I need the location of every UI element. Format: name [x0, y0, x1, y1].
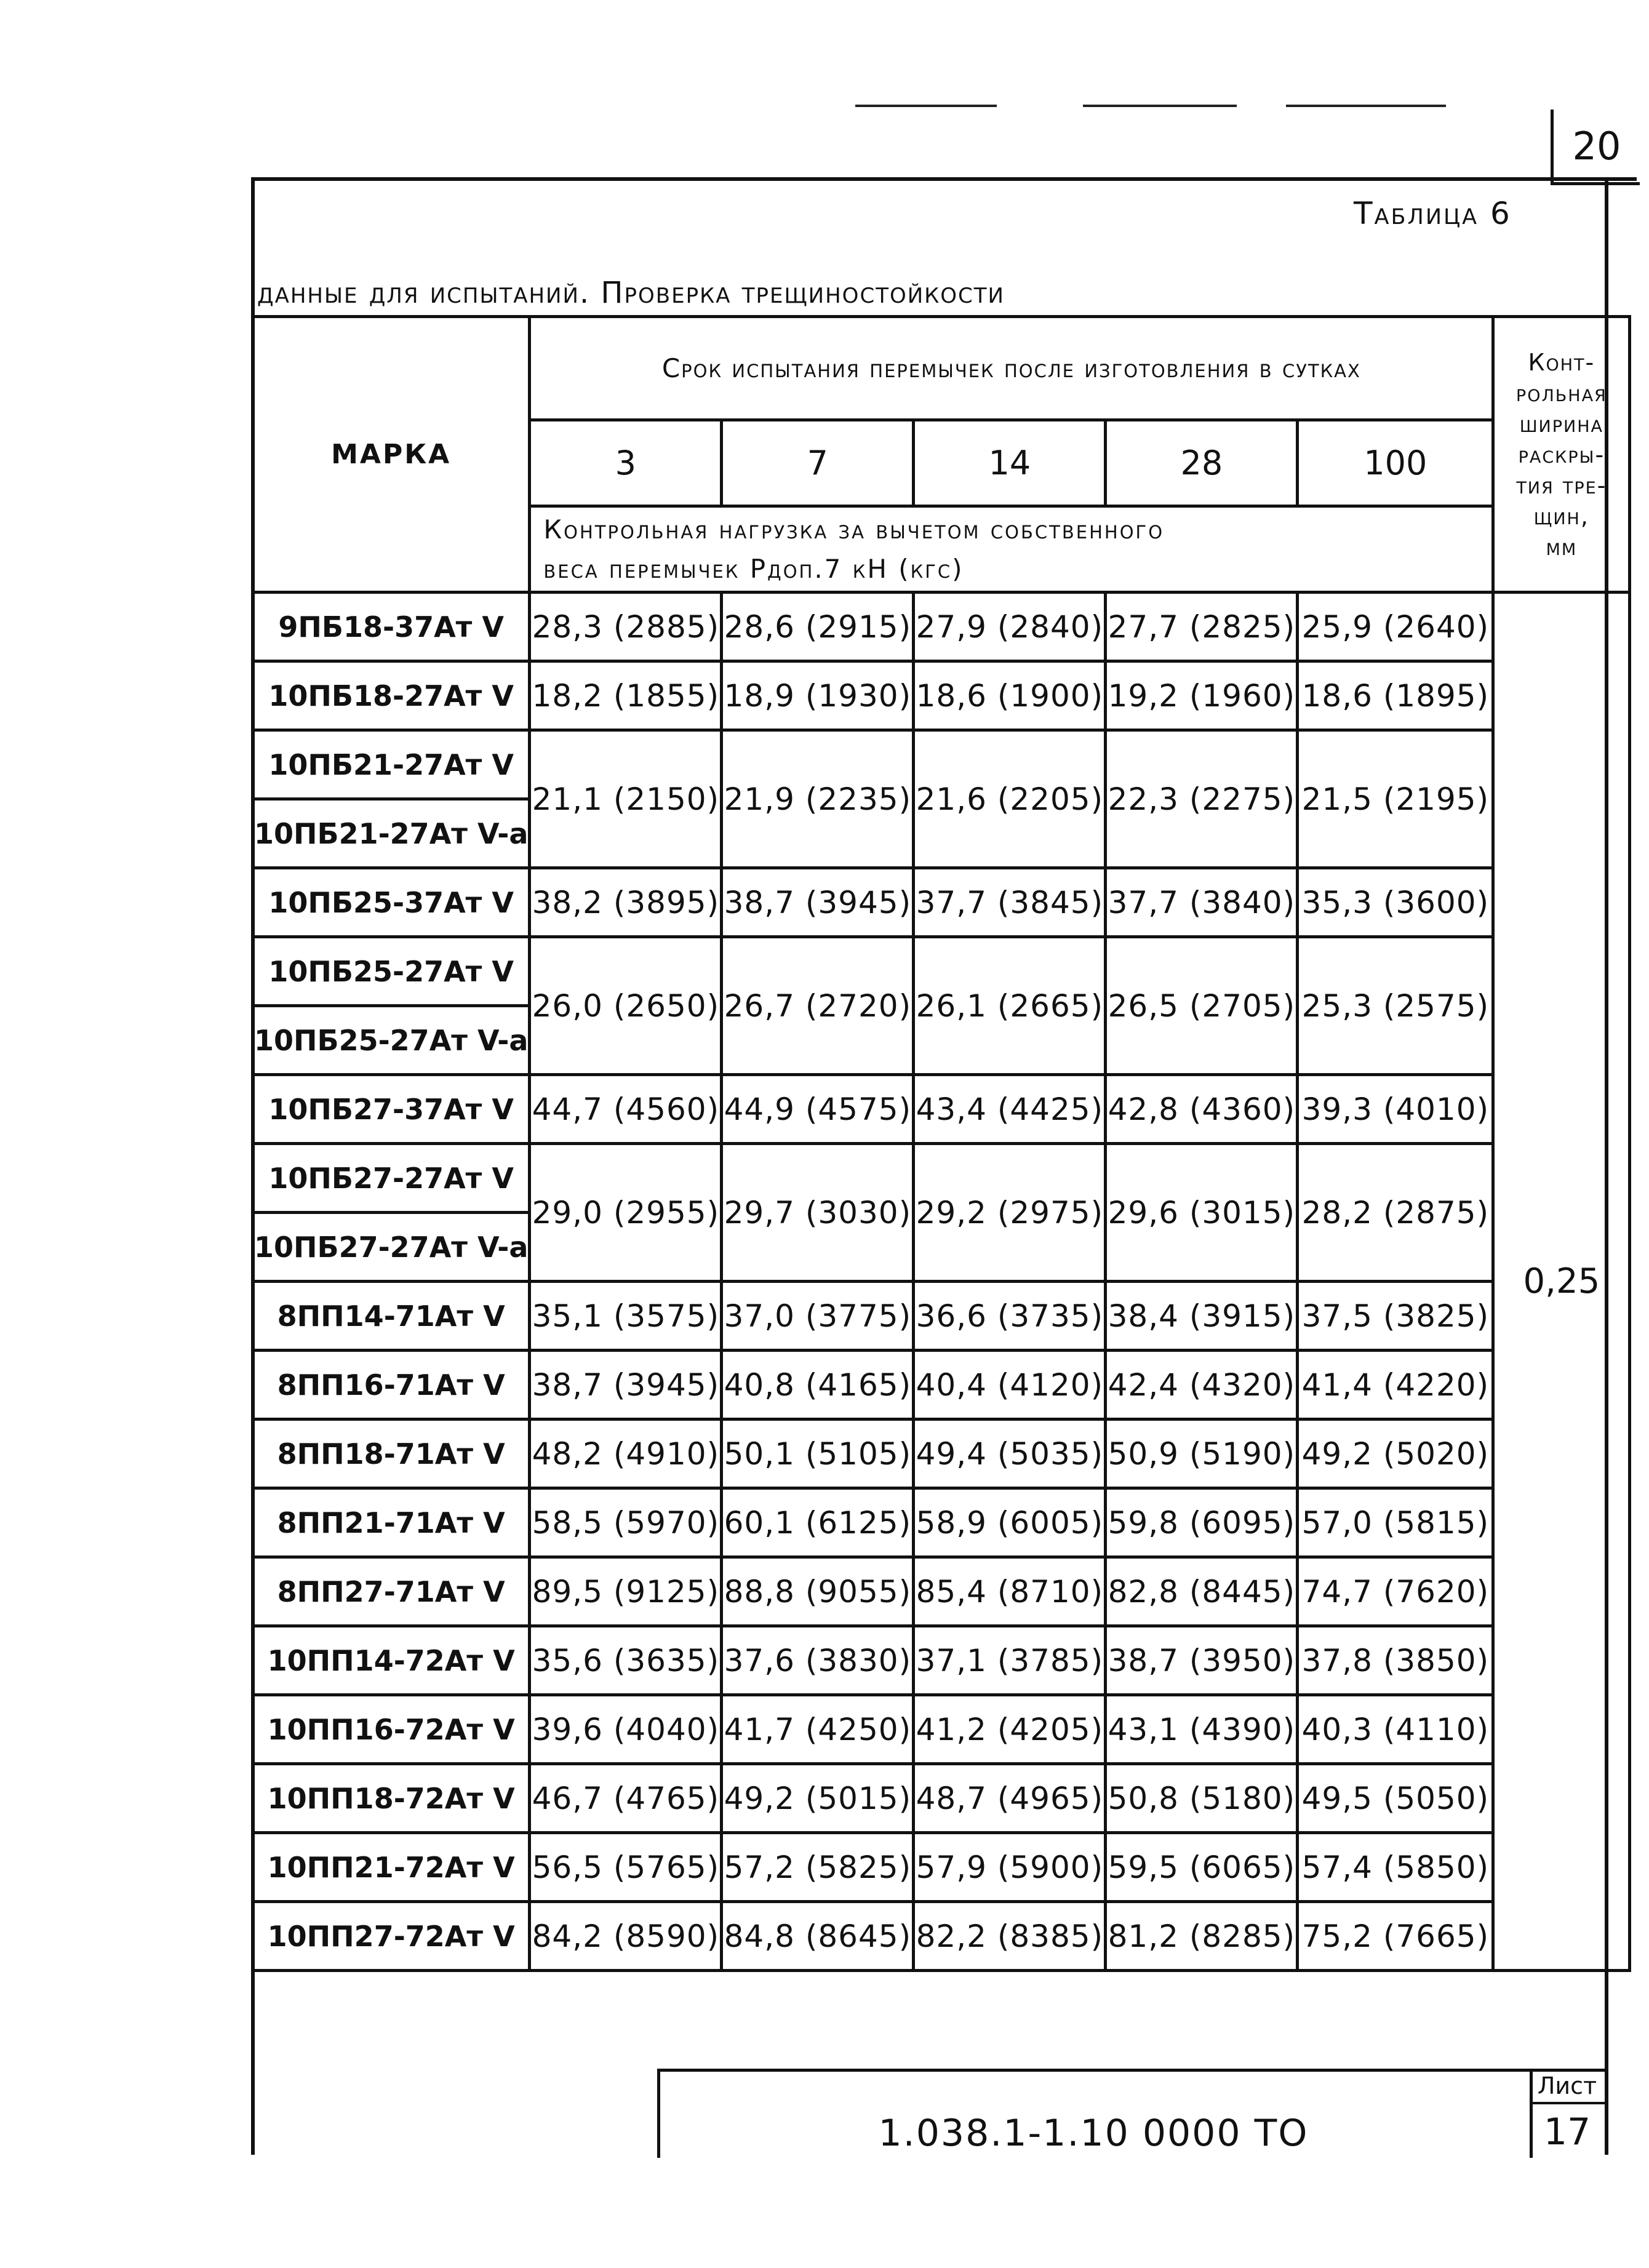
load-value-cell: 59,8 (6095): [1106, 1488, 1298, 1557]
mark-cell: 10ПБ18-27Ат V: [253, 661, 530, 730]
mark-cell: 10ПБ27-27Ат V: [253, 1144, 530, 1213]
document-code: 1.038.1-1.10 0000 ТО: [878, 2112, 1309, 2155]
load-value-cell: 38,7 (3950): [1106, 1626, 1298, 1695]
load-value-cell: 21,1 (2150): [530, 730, 722, 868]
top-dash-3: [1286, 105, 1446, 107]
load-value-cell: 41,2 (4205): [914, 1695, 1106, 1764]
load-value-cell: 41,7 (4250): [722, 1695, 914, 1764]
load-value-cell: 27,7 (2825): [1106, 593, 1298, 661]
load-value-cell: 29,7 (3030): [722, 1144, 914, 1282]
load-value-cell: 88,8 (9055): [722, 1557, 914, 1626]
mark-cell: 8ПП21-71Ат V: [253, 1488, 530, 1557]
load-value-cell: 84,2 (8590): [530, 1902, 722, 1971]
load-value-cell: 40,4 (4120): [914, 1351, 1106, 1419]
table-row: [253, 1626, 1630, 1695]
load-value-cell: 37,7 (3845): [914, 868, 1106, 937]
table-row: [253, 1419, 1630, 1488]
page-number: 20: [1551, 110, 1640, 185]
table-row: [253, 1833, 1630, 1902]
load-value-cell: 18,2 (1855): [530, 661, 722, 730]
mark-cell: 10ПП18-72Ат V: [253, 1764, 530, 1833]
load-value-cell: 25,3 (2575): [1298, 937, 1493, 1075]
mark-cell: 8ПП18-71Ат V: [253, 1419, 530, 1488]
day-header: 28: [1106, 420, 1298, 506]
table-row: [253, 1902, 1630, 1971]
day-header: 14: [914, 420, 1106, 506]
load-value-cell: 21,5 (2195): [1298, 730, 1493, 868]
load-value-cell: 26,7 (2720): [722, 937, 914, 1075]
load-header-line-2: веса перемычек Pдоп.7 кН (кгс): [543, 553, 964, 584]
load-value-cell: 38,2 (3895): [530, 868, 722, 937]
load-value-cell: 28,6 (2915): [722, 593, 914, 661]
top-dash-1: [855, 105, 997, 107]
table-title: Таблица 6: [1354, 196, 1512, 231]
crack-width-header-line: щин,: [1533, 502, 1589, 530]
load-value-cell: 35,3 (3600): [1298, 868, 1493, 937]
crack-width-value: 0,25: [1493, 593, 1630, 1971]
sheet-number: 17: [1543, 2110, 1591, 2154]
load-value-cell: 57,2 (5825): [722, 1833, 914, 1902]
load-value-cell: 49,2 (5015): [722, 1764, 914, 1833]
load-value-cell: 75,2 (7665): [1298, 1902, 1493, 1971]
mark-cell: 10ПБ21-27Ат V-а: [253, 799, 530, 868]
load-value-cell: 35,6 (3635): [530, 1626, 722, 1695]
load-value-cell: 26,5 (2705): [1106, 937, 1298, 1075]
load-value-cell: 40,8 (4165): [722, 1351, 914, 1419]
load-value-cell: 37,1 (3785): [914, 1626, 1106, 1695]
load-value-cell: 37,5 (3825): [1298, 1282, 1493, 1351]
load-value-cell: 18,9 (1930): [722, 661, 914, 730]
load-value-cell: 26,1 (2665): [914, 937, 1106, 1075]
table-row: [253, 1764, 1630, 1833]
crack-width-header-line: раскры-: [1518, 441, 1605, 468]
load-value-cell: 39,3 (4010): [1298, 1075, 1493, 1144]
load-value-cell: 48,2 (4910): [530, 1419, 722, 1488]
load-value-cell: 36,6 (3735): [914, 1282, 1106, 1351]
table-body: [253, 593, 1630, 1971]
table-row: [253, 1351, 1630, 1419]
crack-width-header-line: рольная: [1515, 379, 1607, 407]
mark-cell: 8ПП16-71Ат V: [253, 1351, 530, 1419]
load-value-cell: 46,7 (4765): [530, 1764, 722, 1833]
load-value-cell: 60,1 (6125): [722, 1488, 914, 1557]
crack-width-header-line: мм: [1546, 533, 1578, 561]
mark-cell: 10ПБ27-27Ат V-а: [253, 1213, 530, 1282]
load-value-cell: 82,8 (8445): [1106, 1557, 1298, 1626]
mark-column-header: МАРКА: [253, 317, 530, 593]
load-value-cell: 42,4 (4320): [1106, 1351, 1298, 1419]
load-value-cell: 29,2 (2975): [914, 1144, 1106, 1282]
crack-width-header-line: ширина: [1519, 410, 1604, 437]
load-value-cell: 50,9 (5190): [1106, 1419, 1298, 1488]
mark-cell: 10ПБ25-37Ат V: [253, 868, 530, 937]
load-value-cell: 19,2 (1960): [1106, 661, 1298, 730]
mark-cell: 10ПБ25-27Ат V-а: [253, 1006, 530, 1075]
load-value-cell: 57,4 (5850): [1298, 1833, 1493, 1902]
load-value-cell: 56,5 (5765): [530, 1833, 722, 1902]
load-value-cell: 28,3 (2885): [530, 593, 722, 661]
load-value-cell: 35,1 (3575): [530, 1282, 722, 1351]
load-value-cell: 25,9 (2640): [1298, 593, 1493, 661]
load-value-cell: 49,5 (5050): [1298, 1764, 1493, 1833]
mark-cell: 10ПП16-72Ат V: [253, 1695, 530, 1764]
load-value-cell: 48,7 (4965): [914, 1764, 1106, 1833]
mark-cell: 9ПБ18-37Ат V: [253, 593, 530, 661]
mark-cell: 8ПП14-71Ат V: [253, 1282, 530, 1351]
load-value-cell: 22,3 (2275): [1106, 730, 1298, 868]
mark-cell: 10ПБ25-27Ат V: [253, 937, 530, 1006]
mark-cell: 10ПП14-72Ат V: [253, 1626, 530, 1695]
crack-width-header-line: Конт-: [1528, 348, 1595, 376]
frame-top-rule: [251, 177, 1637, 181]
mark-cell: 10ПП21-72Ат V: [253, 1833, 530, 1902]
load-value-cell: 42,8 (4360): [1106, 1075, 1298, 1144]
day-header: 7: [722, 420, 914, 506]
crack-width-header-line: тия тре-: [1516, 471, 1607, 499]
load-value-cell: 89,5 (9125): [530, 1557, 722, 1626]
load-value-cell: 41,4 (4220): [1298, 1351, 1493, 1419]
table-row: [253, 730, 1630, 799]
load-value-cell: 38,7 (3945): [530, 1351, 722, 1419]
table-caption: данные для испытаний. Проверка трещиностойкости: [257, 276, 1005, 310]
load-value-cell: 58,9 (6005): [914, 1488, 1106, 1557]
load-value-cell: 57,9 (5900): [914, 1833, 1106, 1902]
load-value-cell: 37,8 (3850): [1298, 1626, 1493, 1695]
load-value-cell: 38,4 (3915): [1106, 1282, 1298, 1351]
table-row: [253, 1144, 1630, 1213]
sheet-label: Лист: [1530, 2072, 1605, 2104]
load-value-cell: 18,6 (1895): [1298, 661, 1493, 730]
load-value-cell: 18,6 (1900): [914, 661, 1106, 730]
table-row: [253, 1695, 1630, 1764]
load-value-cell: 40,3 (4110): [1298, 1695, 1493, 1764]
load-header-line-1: Контрольная нагрузка за вычетом собственного: [543, 514, 1165, 545]
table-row: [253, 1488, 1630, 1557]
load-value-cell: 85,4 (8710): [914, 1557, 1106, 1626]
table-row: [253, 868, 1630, 937]
load-value-cell: 58,5 (5970): [530, 1488, 722, 1557]
load-value-cell: 37,6 (3830): [722, 1626, 914, 1695]
load-value-cell: 29,6 (3015): [1106, 1144, 1298, 1282]
load-value-cell: 81,2 (8285): [1106, 1902, 1298, 1971]
test-data-table: [251, 315, 1631, 1972]
mark-cell: 10ПБ27-37Ат V: [253, 1075, 530, 1144]
load-value-cell: 43,4 (4425): [914, 1075, 1106, 1144]
load-value-cell: 44,9 (4575): [722, 1075, 914, 1144]
table-row: [253, 937, 1630, 1006]
crack-width-header: [1493, 317, 1630, 593]
load-value-cell: 57,0 (5815): [1298, 1488, 1493, 1557]
mark-cell: 10ПП27-72Ат V: [253, 1902, 530, 1971]
load-value-cell: 44,7 (4560): [530, 1075, 722, 1144]
load-value-cell: 43,1 (4390): [1106, 1695, 1298, 1764]
day-header: 3: [530, 420, 722, 506]
day-header: 100: [1298, 420, 1493, 506]
table-row: [253, 1282, 1630, 1351]
load-value-cell: 37,7 (3840): [1106, 868, 1298, 937]
table-row: [253, 661, 1630, 730]
table-row: [253, 1557, 1630, 1626]
table-row: [253, 593, 1630, 661]
table-row: [253, 1075, 1630, 1144]
load-value-cell: 82,2 (8385): [914, 1902, 1106, 1971]
load-value-cell: 84,8 (8645): [722, 1902, 914, 1971]
load-value-cell: 50,8 (5180): [1106, 1764, 1298, 1833]
load-header: [530, 506, 1493, 593]
mark-cell: 8ПП27-71Ат V: [253, 1557, 530, 1626]
load-value-cell: 50,1 (5105): [722, 1419, 914, 1488]
load-value-cell: 21,6 (2205): [914, 730, 1106, 868]
load-value-cell: 39,6 (4040): [530, 1695, 722, 1764]
mark-cell: 10ПБ21-27Ат V: [253, 730, 530, 799]
test-period-header: Срок испытания перемычек после изготовления в сутках: [530, 317, 1493, 420]
load-value-cell: 49,4 (5035): [914, 1419, 1106, 1488]
load-value-cell: 59,5 (6065): [1106, 1833, 1298, 1902]
load-value-cell: 37,0 (3775): [722, 1282, 914, 1351]
top-dash-2: [1083, 105, 1237, 107]
load-value-cell: 38,7 (3945): [722, 868, 914, 937]
load-value-cell: 28,2 (2875): [1298, 1144, 1493, 1282]
load-value-cell: 49,2 (5020): [1298, 1419, 1493, 1488]
load-value-cell: 26,0 (2650): [530, 937, 722, 1075]
load-value-cell: 21,9 (2235): [722, 730, 914, 868]
load-value-cell: 27,9 (2840): [914, 593, 1106, 661]
load-value-cell: 74,7 (7620): [1298, 1557, 1493, 1626]
load-value-cell: 29,0 (2955): [530, 1144, 722, 1282]
